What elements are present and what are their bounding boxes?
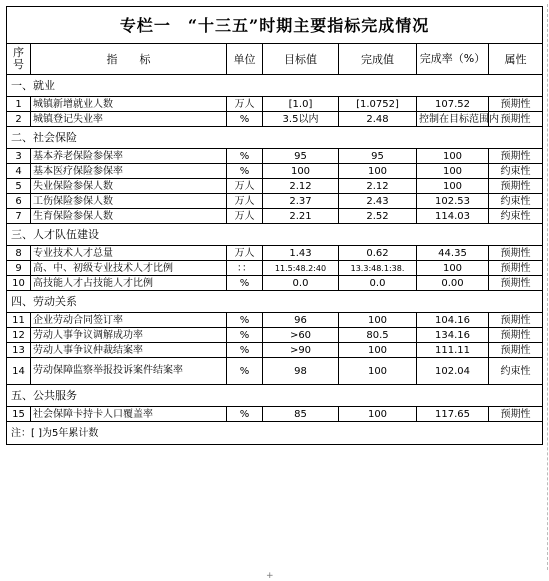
table-row: [7, 343, 543, 358]
row-actual: 2.48: [339, 112, 417, 127]
row-indicator: 企业劳动合同签订率: [31, 313, 227, 328]
row-target: [1.0]: [263, 97, 339, 112]
row-indicator: 社会保障卡持卡人口覆盖率: [31, 407, 227, 422]
row-seq: 4: [7, 164, 31, 179]
table-row: [7, 276, 543, 291]
row-actual: 2.43: [339, 194, 417, 209]
table-row: [7, 164, 543, 179]
header-attr: 属性: [489, 44, 543, 75]
row-rate: 100: [417, 179, 489, 194]
indicator-table-container: [6, 6, 542, 445]
row-unit: %: [227, 276, 263, 291]
row-rate: 104.16: [417, 313, 489, 328]
row-seq: 5: [7, 179, 31, 194]
row-indicator: 基本医疗保险参保率: [31, 164, 227, 179]
row-attr: 约束性: [489, 209, 543, 224]
row-indicator: 专业技术人才总量: [31, 246, 227, 261]
row-target: 2.21: [263, 209, 339, 224]
indicator-table: [6, 6, 543, 445]
row-attr: 预期性: [489, 246, 543, 261]
row-seq: 13: [7, 343, 31, 358]
row-rate: 0.00: [417, 276, 489, 291]
row-rate: 100: [417, 261, 489, 276]
row-actual: 0.62: [339, 246, 417, 261]
row-unit: 万人: [227, 179, 263, 194]
row-attr: 预期性: [489, 149, 543, 164]
row-unit: %: [227, 343, 263, 358]
row-unit: 万人: [227, 246, 263, 261]
row-attr: 预期性: [489, 276, 543, 291]
section-title: 四、劳动关系: [7, 291, 543, 313]
row-actual: 100: [339, 358, 417, 385]
header-unit: 单位: [227, 44, 263, 75]
row-actual: 95: [339, 149, 417, 164]
row-unit: 万人: [227, 194, 263, 209]
row-attr: 预期性: [489, 313, 543, 328]
row-attr: 预期性: [489, 261, 543, 276]
section-row: [7, 224, 543, 246]
row-seq: 3: [7, 149, 31, 164]
row-target: 96: [263, 313, 339, 328]
row-target: 85: [263, 407, 339, 422]
row-target: 2.37: [263, 194, 339, 209]
row-attr: 约束性: [489, 164, 543, 179]
row-rate: 44.35: [417, 246, 489, 261]
row-actual: 100: [339, 313, 417, 328]
row-indicator: 生育保险参保人数: [31, 209, 227, 224]
table-row: [7, 112, 543, 127]
header-target: 目标值: [263, 44, 339, 75]
row-unit: ：：: [227, 261, 263, 276]
row-unit: %: [227, 328, 263, 343]
row-rate: 111.11: [417, 343, 489, 358]
table-row: [7, 209, 543, 224]
row-seq: 15: [7, 407, 31, 422]
row-target: 0.0: [263, 276, 339, 291]
header-indicator: 指 标: [31, 44, 227, 75]
row-attr: 约束性: [489, 358, 543, 385]
table-row: [7, 246, 543, 261]
row-actual: 2.12: [339, 179, 417, 194]
table-row: [7, 407, 543, 422]
section-row: [7, 127, 543, 149]
row-actual: 100: [339, 407, 417, 422]
header-row: [7, 44, 543, 75]
row-seq: 9: [7, 261, 31, 276]
section-title: 二、社会保险: [7, 127, 543, 149]
section-row: [7, 385, 543, 407]
row-unit: %: [227, 358, 263, 385]
table-row: [7, 328, 543, 343]
row-unit: 万人: [227, 97, 263, 112]
table-row: [7, 97, 543, 112]
row-attr: 预期性: [489, 328, 543, 343]
row-seq: 14: [7, 358, 31, 385]
table-row: [7, 358, 543, 385]
row-seq: 11: [7, 313, 31, 328]
row-attr: 预期性: [489, 179, 543, 194]
header-seq: 序号: [7, 44, 31, 75]
row-rate: 控制在目标范围内: [417, 112, 489, 127]
row-unit: 万人: [227, 209, 263, 224]
row-attr: 预期性: [489, 112, 543, 127]
row-target: 2.12: [263, 179, 339, 194]
row-unit: %: [227, 407, 263, 422]
table-title: 专栏一 “十三五”时期主要指标完成情况: [7, 7, 543, 44]
row-rate: 107.52: [417, 97, 489, 112]
row-indicator: 工伤保险参保人数: [31, 194, 227, 209]
row-actual: 13.3:48.1:38.: [339, 261, 417, 276]
row-actual: 100: [339, 343, 417, 358]
note-row: [7, 422, 543, 445]
section-row: [7, 291, 543, 313]
row-attr: 约束性: [489, 194, 543, 209]
row-rate: 117.65: [417, 407, 489, 422]
table-body: [7, 7, 543, 445]
row-attr: 预期性: [489, 343, 543, 358]
row-seq: 10: [7, 276, 31, 291]
row-rate: 100: [417, 149, 489, 164]
row-rate: 114.03: [417, 209, 489, 224]
row-unit: %: [227, 164, 263, 179]
row-seq: 1: [7, 97, 31, 112]
row-actual: 0.0: [339, 276, 417, 291]
row-rate: 102.53: [417, 194, 489, 209]
section-title: 一、就业: [7, 75, 543, 97]
row-actual: 100: [339, 164, 417, 179]
row-target: 3.5以内: [263, 112, 339, 127]
row-indicator: 城镇新增就业人数: [31, 97, 227, 112]
row-seq: 8: [7, 246, 31, 261]
section-title: 五、公共服务: [7, 385, 543, 407]
row-indicator: 基本养老保险参保率: [31, 149, 227, 164]
section-title: 三、人才队伍建设: [7, 224, 543, 246]
section-row: [7, 75, 543, 97]
row-indicator: 城镇登记失业率: [31, 112, 227, 127]
row-attr: 预期性: [489, 97, 543, 112]
row-unit: %: [227, 313, 263, 328]
header-actual: 完成值: [339, 44, 417, 75]
footer-mark: +: [266, 571, 274, 581]
row-target: >90: [263, 343, 339, 358]
table-row: [7, 313, 543, 328]
row-attr: 预期性: [489, 407, 543, 422]
row-target: 95: [263, 149, 339, 164]
row-actual: 80.5: [339, 328, 417, 343]
row-seq: 6: [7, 194, 31, 209]
row-indicator: 高、中、初级专业技术人才比例: [31, 261, 227, 276]
row-unit: %: [227, 149, 263, 164]
row-indicator: 劳动保障监察举报投诉案件结案率: [31, 358, 227, 385]
row-indicator: 劳动人事争议仲裁结案率: [31, 343, 227, 358]
row-target: 1.43: [263, 246, 339, 261]
row-indicator: 高技能人才占技能人才比例: [31, 276, 227, 291]
row-rate: 100: [417, 164, 489, 179]
row-actual: 2.52: [339, 209, 417, 224]
row-target: >60: [263, 328, 339, 343]
row-target: 98: [263, 358, 339, 385]
table-row: [7, 261, 543, 276]
row-seq: 7: [7, 209, 31, 224]
row-indicator: 失业保险参保人数: [31, 179, 227, 194]
row-actual: [1.0752]: [339, 97, 417, 112]
row-seq: 12: [7, 328, 31, 343]
row-unit: %: [227, 112, 263, 127]
table-note: 注：[ ]为5年累计数: [7, 422, 543, 445]
row-target: 11.5:48.2:40: [263, 261, 339, 276]
row-indicator: 劳动人事争议调解成功率: [31, 328, 227, 343]
table-row: [7, 179, 543, 194]
row-target: 100: [263, 164, 339, 179]
table-row: [7, 149, 543, 164]
header-rate: 完成率（%）: [417, 44, 489, 75]
row-rate: 134.16: [417, 328, 489, 343]
row-seq: 2: [7, 112, 31, 127]
table-row: [7, 194, 543, 209]
row-rate: 102.04: [417, 358, 489, 385]
